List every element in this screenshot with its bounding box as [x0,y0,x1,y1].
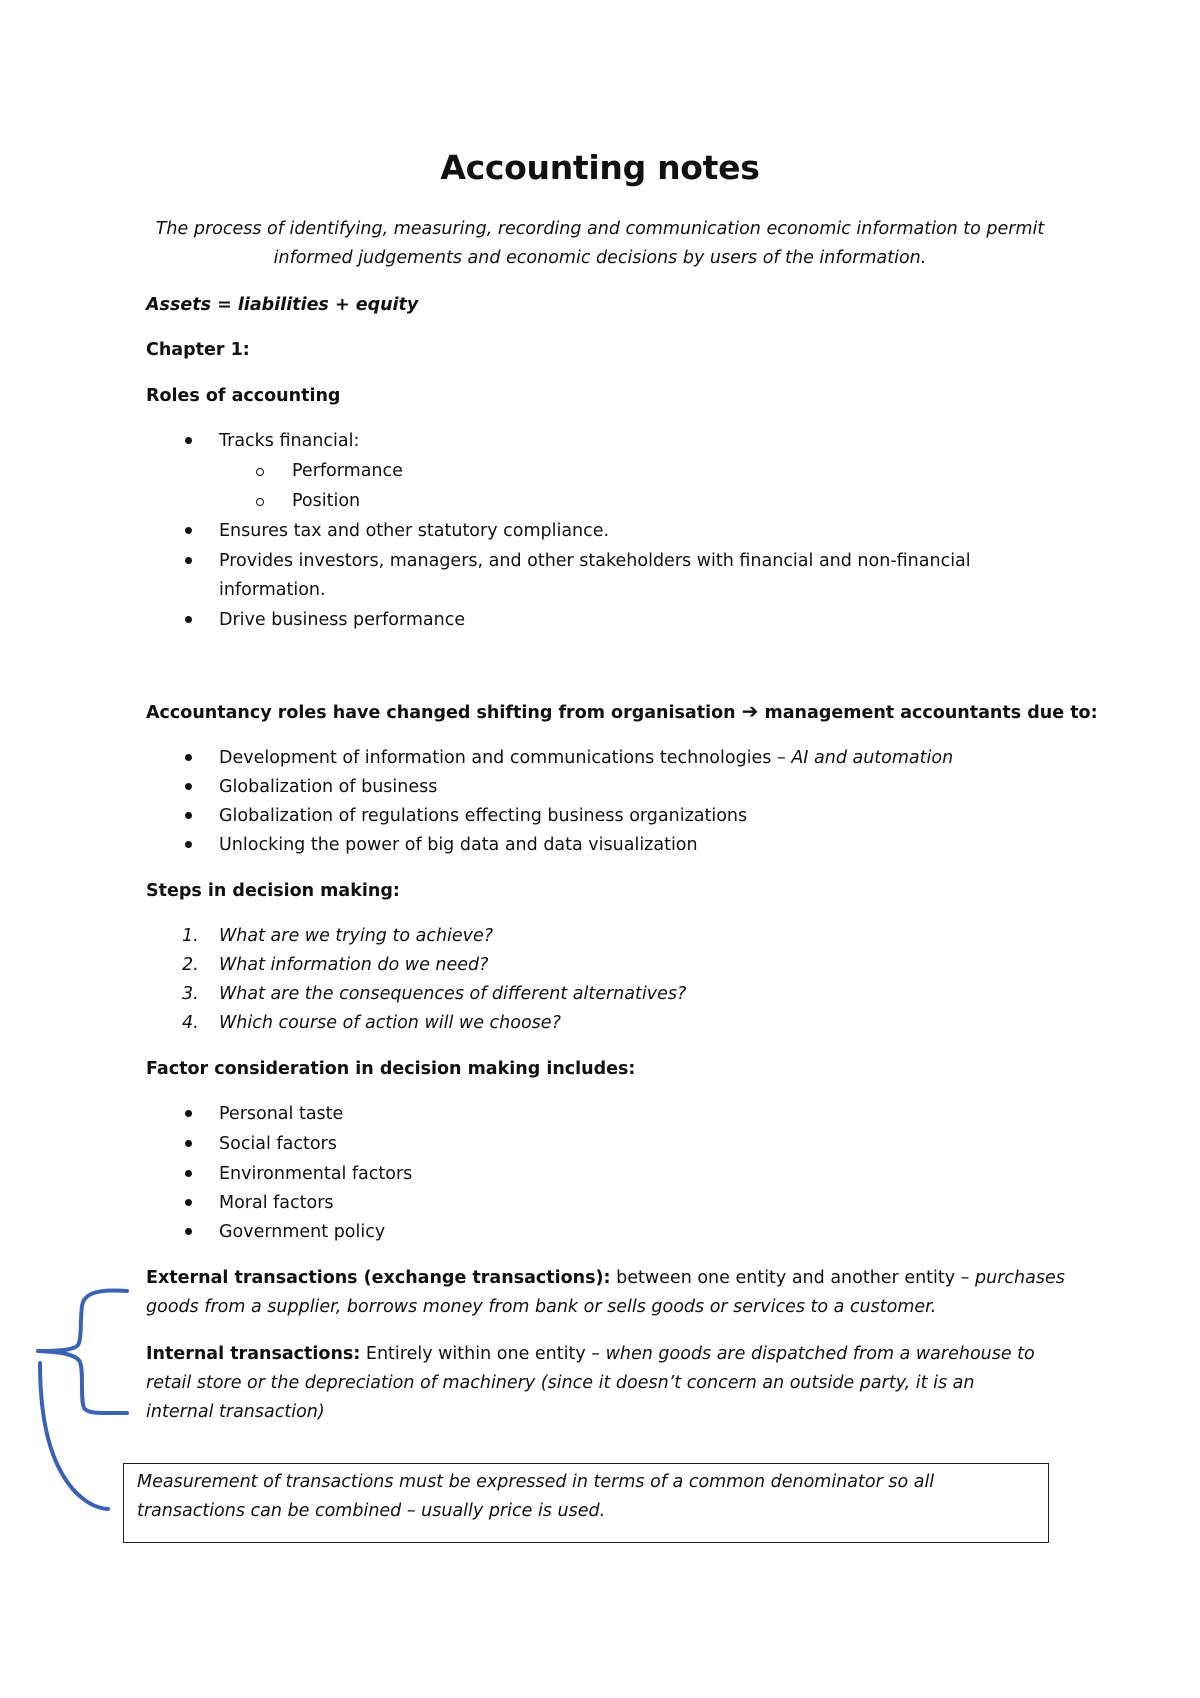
factors-heading: Factor consideration in decision making includes: [146,1059,636,1079]
list-item: Government policy [219,1222,386,1242]
note-line: Measurement of transactions must be expressed in terms of a common denominator so all [137,1472,935,1492]
document-title: Accounting notes [440,148,760,187]
step-number: 2. [182,955,199,975]
list-item: Ensures tax and other statutory compliance. [219,521,610,541]
step-item: What are the consequences of different alternatives? [219,984,687,1004]
right-arrow-icon: ➔ [741,699,759,723]
list-item: Moral factors [219,1193,334,1213]
steps-heading: Steps in decision making: [146,881,400,901]
note-line: transactions can be combined – usually price is used. [137,1501,606,1521]
list-item: Environmental factors [219,1164,413,1184]
brace-stroke [38,1290,127,1413]
internal-transactions-label: Internal transactions: [146,1344,361,1364]
list-item-continuation: information. [219,580,326,600]
list-item: Globalization of business [219,777,438,797]
shift-heading-part2: management accountants due to: [764,703,1098,723]
external-transactions-label: External transactions (exchange transactions): [146,1268,611,1288]
internal-transactions-example-cont: internal transaction) [146,1402,325,1422]
list-item: Personal taste [219,1104,344,1124]
definition-line: informed judgements and economic decisions by users of the information. [273,248,927,268]
step-number: 3. [182,984,199,1004]
connector-curve-stroke [40,1363,108,1509]
list-item-text: Development of information and communications technologies – [219,748,792,768]
list-item-emphasis: AI and automation [791,748,954,768]
list-item: Unlocking the power of big data and data visualization [219,835,698,855]
internal-transactions-example: when goods are dispatched from a warehouse to [605,1344,1035,1364]
list-item: Social factors [219,1134,337,1154]
sub-list-item: Position [292,491,361,511]
step-number: 4. [182,1013,199,1033]
step-number: 1. [182,926,199,946]
step-item: What information do we need? [219,955,489,975]
external-transactions-example: purchases [975,1268,1065,1288]
external-transactions-text: between one entity and another entity – [610,1268,975,1288]
definition-line: The process of identifying, measuring, recording and communication economic information to permit [155,219,1045,239]
shift-heading-part1: Accountancy roles have changed shifting from organisation [146,703,736,723]
sub-list-item: Performance [292,461,403,481]
external-transactions-example-cont: goods from a supplier, borrows money from bank or sells goods or services to a customer. [146,1297,937,1317]
internal-transactions-example-cont: retail store or the depreciation of machinery (since it doesn’t concern an outside party, it is an [146,1373,975,1393]
roles-heading: Roles of accounting [146,386,341,406]
list-item: Drive business performance [219,610,466,630]
list-item: Tracks financial: [219,431,360,451]
step-item: Which course of action will we choose? [219,1013,561,1033]
list-item: Provides investors, managers, and other stakeholders with financial and non-financial [219,551,971,571]
accounting-equation: Assets = liabilities + equity [146,295,419,315]
step-item: What are we trying to achieve? [219,926,494,946]
chapter-heading: Chapter 1: [146,340,250,360]
internal-transactions-text: Entirely within one entity – [360,1344,606,1364]
list-item: Globalization of regulations effecting business organizations [219,806,748,826]
